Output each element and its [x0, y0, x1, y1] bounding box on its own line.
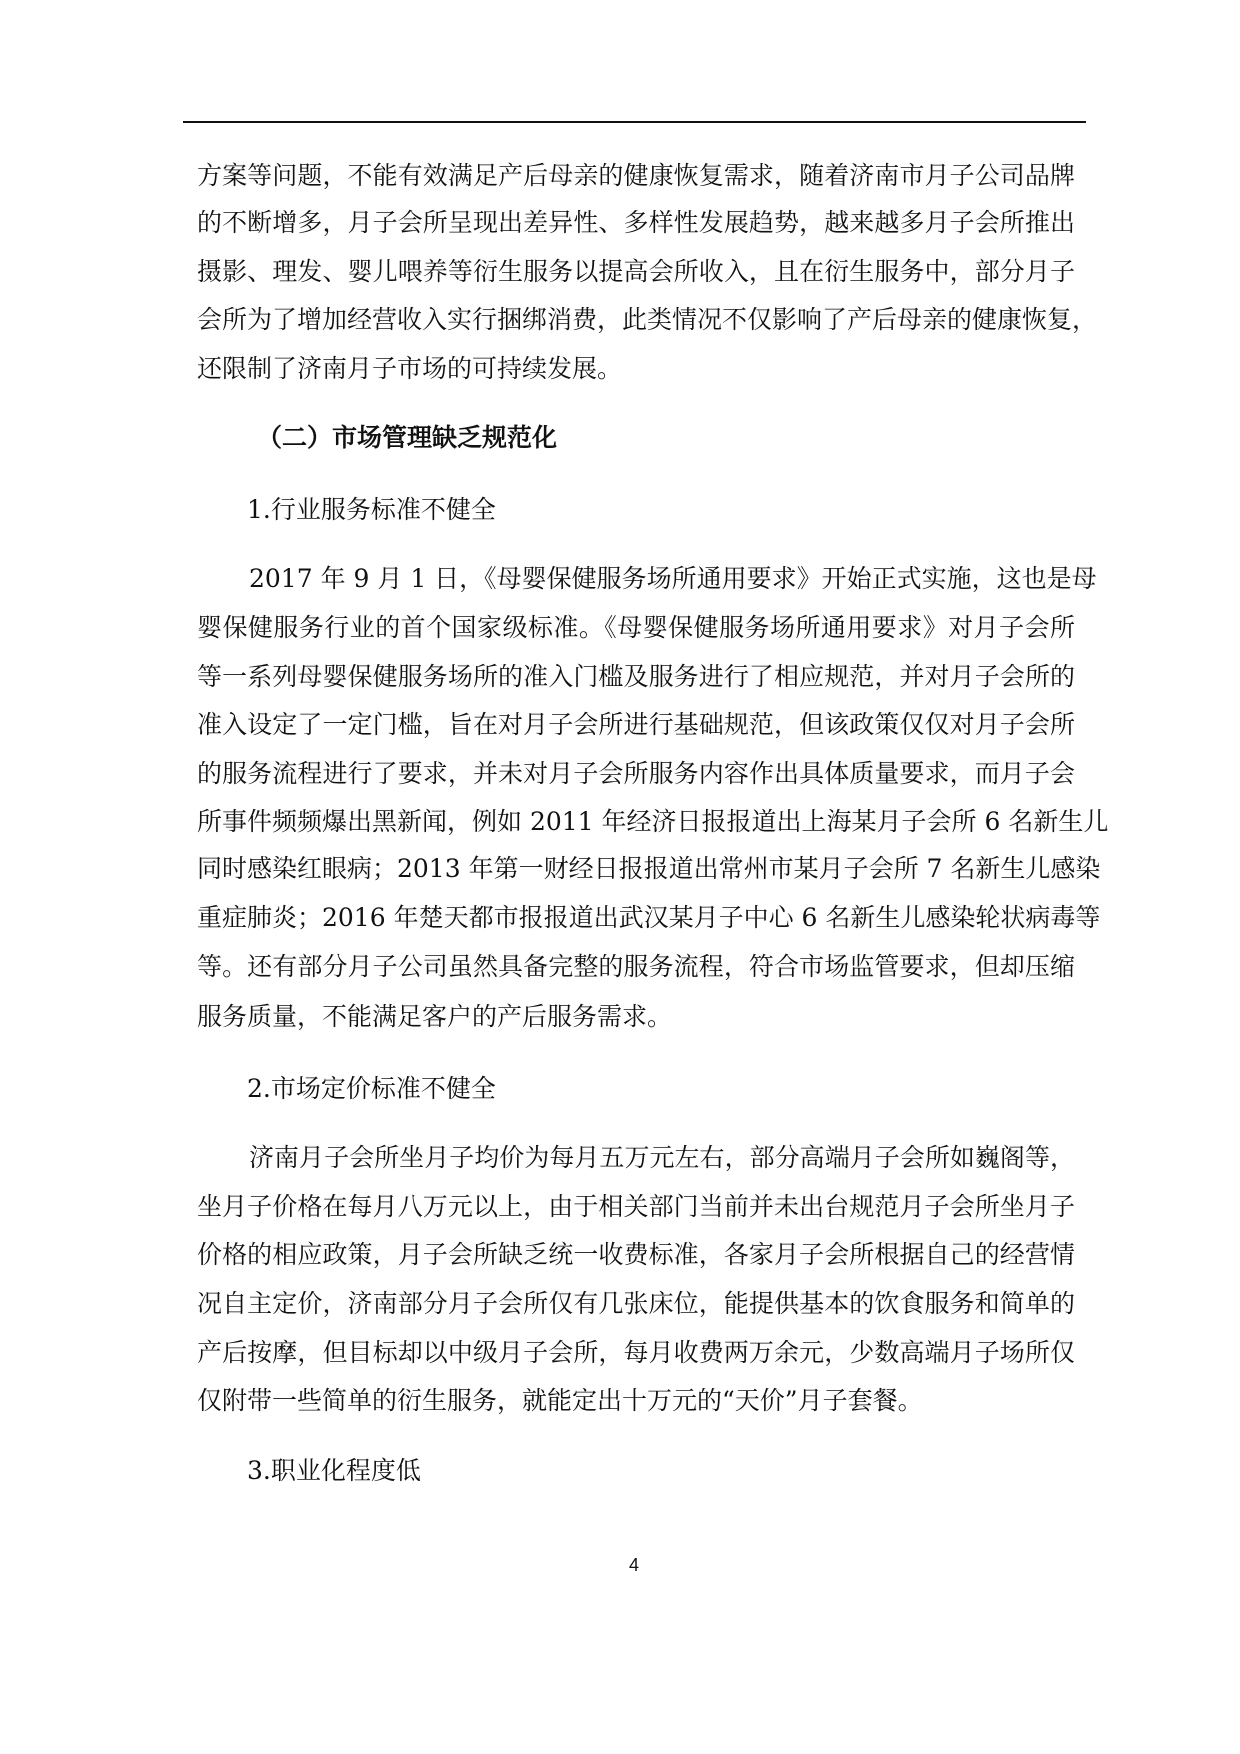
text-line: 还限制了济南月子市场的可持续发展。 — [197, 354, 623, 383]
text-line: 坐月子价格在每月八万元以上，由于相关部门当前并未出台规范月子会所坐月子 — [197, 1192, 1075, 1221]
subheading-2: 2.市场定价标准不健全 — [247, 1074, 496, 1103]
text-line: 济南月子会所坐月子均价为每月五万元左右，部分高端月子会所如巍阁等， — [249, 1143, 1075, 1172]
text-line: 所事件频频爆出黑新闻，例如 2011 年经济日报报道出上海某月子会所 6 名新生儿 — [197, 807, 1109, 836]
page-number: 4 — [628, 1555, 639, 1575]
text-line: 会所为了增加经营收入实行捆绑消费，此类情况不仅影响了产后母亲的健康恢复， — [197, 305, 1098, 334]
text-line: 方案等问题，不能有效满足产后母亲的健康恢复需求，随着济南市月子公司品牌 — [197, 161, 1075, 190]
text-line: 婴保健服务行业的首个国家级标准。《母婴保健服务场所通用要求》对月子会所 — [197, 613, 1075, 642]
subheading-3: 3.职业化程度低 — [247, 1456, 421, 1485]
section-heading: （二）市场管理缺乏规范化 — [257, 423, 558, 452]
text-line: 况自主定价，济南部分月子会所仅有几张床位，能提供基本的饮食服务和简单的 — [197, 1289, 1075, 1318]
text-line: 摄影、理发、婴儿喂养等衍生服务以提高会所收入，且在衍生服务中，部分月子 — [197, 257, 1075, 286]
text-line: 2017 年 9 月 1 日，《母婴保健服务场所通用要求》开始正式实施，这也是母 — [249, 564, 1097, 593]
text-line: 重症肺炎；2016 年楚天都市报报道出武汉某月子中心 6 名新生儿感染轮状病毒等 — [197, 903, 1101, 932]
text-line: 价格的相应政策，月子会所缺乏统一收费标准，各家月子会所根据自己的经营情 — [197, 1240, 1075, 1269]
text-line: 同时感染红眼病；2013 年第一财经日报报道出常州市某月子会所 7 名新生儿感染 — [197, 854, 1101, 883]
text-line: 准入设定了一定门槛，旨在对月子会所进行基础规范，但该政策仅仅对月子会所 — [197, 710, 1075, 739]
text-line: 产后按摩，但目标却以中级月子会所，每月收费两万余元，少数高端月子场所仅 — [197, 1338, 1075, 1367]
text-line: 的不断增多，月子会所呈现出差异性、多样性发展趋势，越来越多月子会所推出 — [197, 208, 1075, 237]
subheading-1: 1.行业服务标准不健全 — [247, 495, 496, 524]
text-line: 的服务流程进行了要求，并未对月子会所服务内容作出具体质量要求，而月子会 — [197, 759, 1075, 788]
text-line: 仅附带一些简单的衍生服务，就能定出十万元的“天价”月子套餐。 — [197, 1386, 923, 1415]
text-line: 等。还有部分月子公司虽然具备完整的服务流程，符合市场监管要求，但却压缩 — [197, 952, 1075, 981]
text-line: 等一系列母婴保健服务场所的准入门槛及服务进行了相应规范，并对月子会所的 — [197, 662, 1075, 691]
text-line: 服务质量，不能满足客户的产后服务需求。 — [197, 1002, 673, 1031]
header-rule — [183, 121, 1086, 123]
